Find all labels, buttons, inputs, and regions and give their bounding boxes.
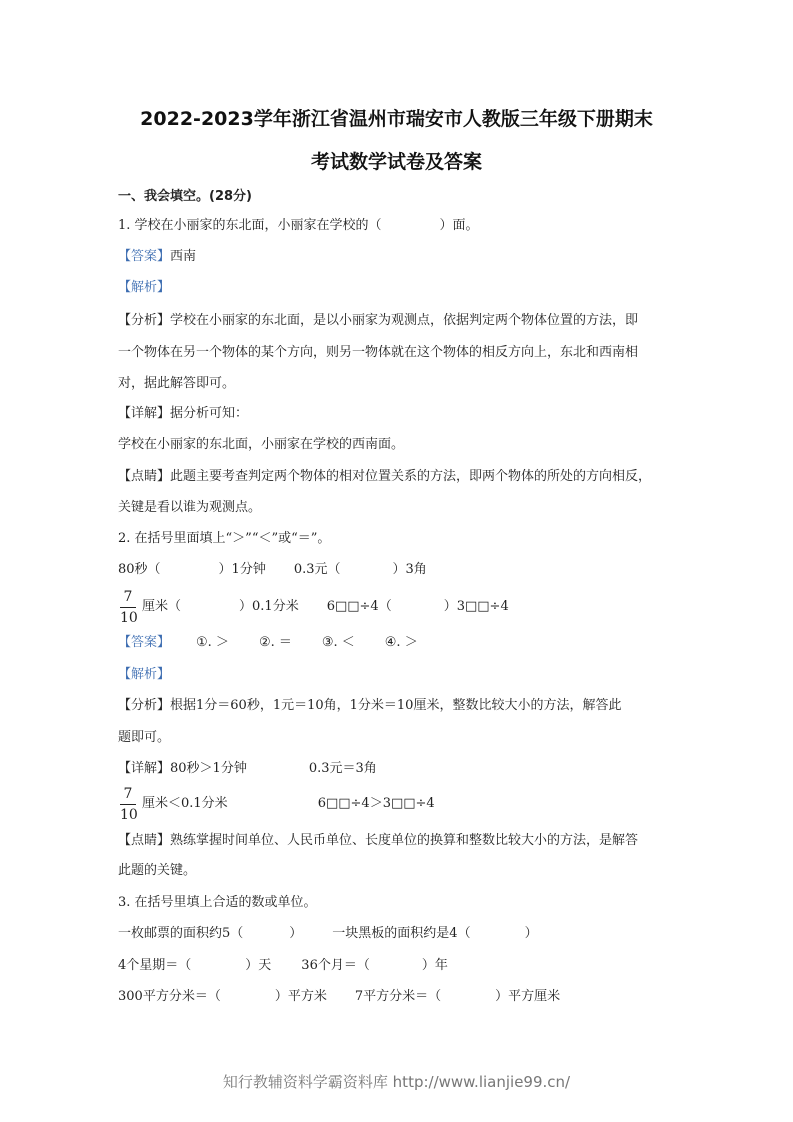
q2-fenxi-line2: 题即可。 (118, 730, 171, 745)
q2-fraction-seven-tenths: 7 10 (120, 589, 138, 626)
q1-xiangjie: 【详解】据分析可知： (118, 406, 249, 421)
q1-fenxi-line2: 一个物体在另一个物体的某个方向，则另一物体就在这个物体的相反方向上，东北和西南相 (118, 345, 639, 360)
q2-xiangjie-line2: 厘米＜0.1分米 6□□÷4＞3□□÷4 (142, 796, 435, 811)
q1-dianjing-line1: 【点睛】此题主要考查判定两个物体的相对位置关系的方法，即两个物体的所处的方向相反， (118, 469, 652, 484)
q2-answer: 【答案】 ①. ＞ ②. ＝ ③. ＜ ④. ＞ (118, 635, 418, 650)
q3-row2: 4个星期＝（ ）天 36个月＝（ ）年 (118, 958, 448, 973)
q2-row2: 厘米（ ）0.1分米 6□□÷4（ ）3□□÷4 (142, 599, 509, 614)
q1-dianjing-line2: 关键是看以谁为观测点。 (118, 500, 262, 515)
q2-detail-fraction: 7 10 (120, 786, 138, 823)
q2-stem: 2. 在括号里面填上“＞”“＜”或“＝”。 (118, 531, 331, 546)
q3-row3: 300平方分米＝（ ）平方米 7平方分米＝（ ）平方厘米 (118, 989, 561, 1004)
q2-dianjing-line2: 此题的关键。 (118, 863, 197, 878)
q2-dianjing-line1: 【点睛】熟练掌握时间单位、人民币单位、长度单位的换算和整数比较大小的方法，是解答 (118, 833, 639, 848)
document-title-line2: 考试数学试卷及答案 (310, 151, 482, 173)
answer-tag: 【答案】 (118, 635, 171, 650)
q1-answer: 【答案】西南 (118, 249, 197, 264)
answer-tag: 【答案】 (118, 249, 171, 264)
q2-analysis-tag: 【解析】 (118, 667, 171, 682)
q1-stem: 1. 学校在小丽家的东北面，小丽家在学校的（ ）面。 (118, 218, 479, 233)
document-title-line1: 2022-2023学年浙江省温州市瑞安市人教版三年级下册期末 (140, 108, 653, 130)
q1-fenxi-line1: 【分析】学校在小丽家的东北面，是以小丽家为观测点，依据判定两个物体位置的方法，即 (118, 313, 639, 328)
q3-stem: 3. 在括号里填上合适的数或单位。 (118, 895, 317, 910)
q1-xiangjie-line2: 学校在小丽家的东北面，小丽家在学校的西南面。 (118, 437, 405, 452)
q3-row1: 一枚邮票的面积约5（ ） 一块黑板的面积约是4（ ） (118, 926, 538, 941)
footer-watermark: 知行教辅资料学霸资料库 http://www.lianjie99.cn/ (222, 1073, 571, 1091)
q1-fenxi-line3: 对，据此解答即可。 (118, 376, 236, 391)
q2-xiangjie-line1: 【详解】80秒＞1分钟 0.3元＝3角 (118, 761, 377, 776)
q2-fenxi-line1: 【分析】根据1分＝60秒，1元＝10角，1分米＝10厘米，整数比较大小的方法，解答此 (118, 698, 622, 713)
section-heading-fill-blank: 一、我会填空。(28分) (118, 189, 252, 204)
q1-analysis-tag: 【解析】 (118, 280, 171, 295)
q2-row1: 80秒（ ）1分钟 0.3元（ ）3角 (118, 562, 427, 577)
